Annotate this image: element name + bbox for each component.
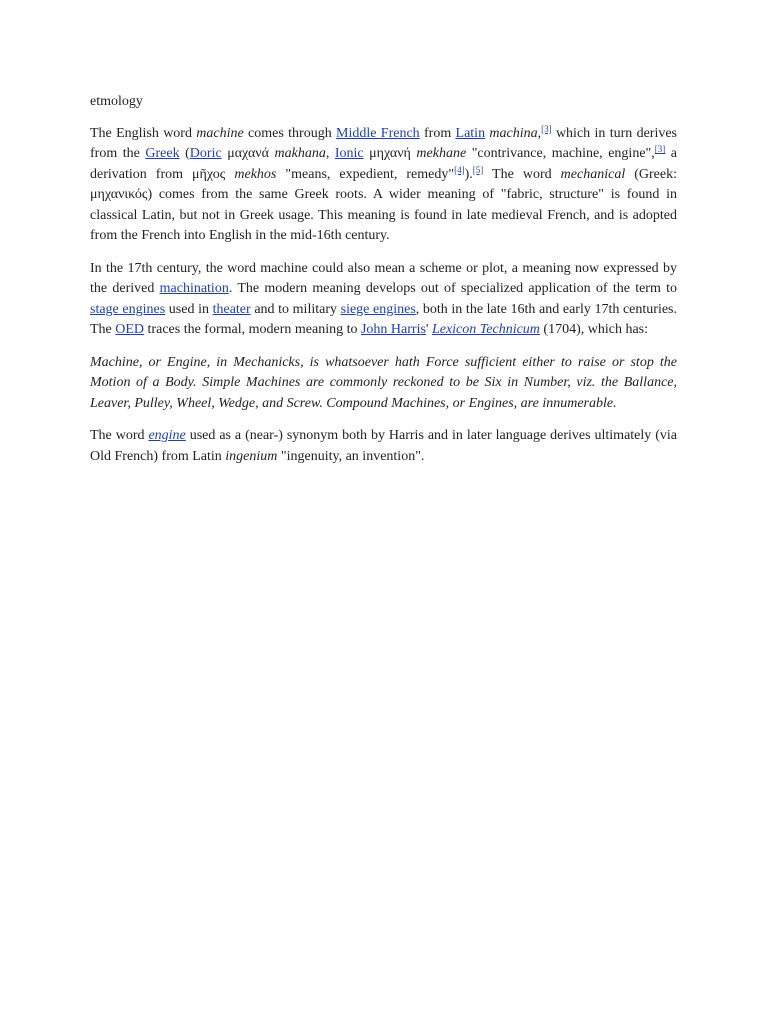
text: from — [419, 125, 456, 141]
text: The word — [90, 428, 149, 443]
citation-5 — [473, 165, 484, 175]
text: μηχανή — [363, 146, 417, 161]
link-siege-engines[interactable]: siege engines — [340, 301, 416, 317]
text: , — [325, 146, 335, 161]
text: ' — [425, 322, 432, 337]
term-mekhos: mekhos — [234, 166, 277, 182]
etymology-paragraph-4 — [90, 426, 677, 467]
etymology-paragraph-1 — [90, 124, 677, 247]
link-stage-engines[interactable]: stage engines — [90, 301, 166, 317]
text: "ingenuity, an invention". — [277, 448, 425, 464]
text: , both in the late 16th and early 17th centuries. The — [90, 301, 677, 337]
term-mechanical: mechanical — [560, 166, 626, 182]
text: The English word — [90, 125, 197, 141]
citation-link-4[interactable]: [4] — [454, 164, 465, 175]
text: a derivation from μῆχος — [90, 146, 677, 182]
link-latin[interactable]: Latin — [455, 125, 486, 141]
link-ionic[interactable]: Ionic — [334, 146, 364, 161]
text: (Greek: μηχανικός) comes from the same Greek roots. A wider meaning of "fabric, structure" is found in classical Latin, but not in Greek usage. This meaning is found in late medieval French, and is adopted from the French into English in the mid-16th century. — [90, 166, 677, 243]
text: and to military — [250, 301, 341, 317]
title-lexicon-technicum: Lexicon Technicum — [431, 322, 540, 337]
link-lexicon-technicum[interactable] — [432, 322, 540, 337]
term-makhana: makhana — [274, 146, 326, 161]
link-john-harris[interactable]: John Harris — [360, 322, 426, 337]
text: which in turn derives from the — [90, 125, 677, 161]
term-machina: machina — [489, 125, 538, 141]
link-engine[interactable] — [148, 428, 185, 443]
text: , — [537, 125, 542, 141]
text: (1704), which has: — [539, 322, 649, 337]
term-ingenium: ingenium — [225, 448, 278, 464]
section-heading: etmology — [90, 94, 143, 109]
link-middle-french[interactable]: Middle French — [336, 125, 420, 141]
citation-link-5[interactable]: [5] — [472, 164, 484, 175]
link-machination[interactable]: machination — [159, 281, 229, 296]
text: "means, expedient, remedy" — [276, 166, 455, 182]
text: used in — [165, 301, 213, 317]
citation-3 — [541, 124, 552, 134]
etymology-paragraph-2 — [90, 259, 677, 341]
text: . The modern meaning develops out of specialized application of the term to — [228, 281, 678, 296]
term-engine: engine — [148, 428, 186, 443]
citation-link-3[interactable]: [3] — [654, 144, 666, 154]
text: The word — [483, 166, 561, 182]
harris-quotation: Machine, or Engine, in Mechanicks, is whatsoever hath Force sufficient either to raise or stop the Motion of a Body. Simple Machines are commonly reckoned to be Six in Number, viz. the Ballance, Leaver, Pulley, Wheel, Wedge, and Screw. Compound Machines, or Engines, are innumerable. — [90, 354, 677, 411]
term-machine: machine — [196, 125, 244, 141]
text: In the 17th century, the word machine could also mean a scheme or plot, a meaning now expressed by the derived — [90, 260, 677, 296]
text: μαχανά — [221, 146, 275, 161]
text: traces the formal, modern meaning to — [144, 322, 361, 337]
citation-link-3[interactable]: [3] — [541, 123, 552, 134]
citation-3 — [655, 144, 666, 154]
text: comes through — [243, 125, 337, 141]
link-theater[interactable]: theater — [212, 301, 251, 317]
link-greek[interactable]: Greek — [145, 146, 180, 161]
citation-4 — [454, 165, 465, 175]
link-doric[interactable]: Doric — [189, 146, 222, 161]
term-mekhane: mekhane — [416, 146, 467, 161]
text: ( — [179, 146, 190, 161]
document-page — [90, 92, 677, 479]
link-oed[interactable]: OED — [115, 322, 145, 337]
text: used as a (near-) synonym both by Harris and in later language derives ultimately (via Old French) from Latin — [90, 428, 677, 464]
text: ). — [464, 166, 473, 182]
text: "contrivance, machine, engine", — [466, 146, 655, 161]
